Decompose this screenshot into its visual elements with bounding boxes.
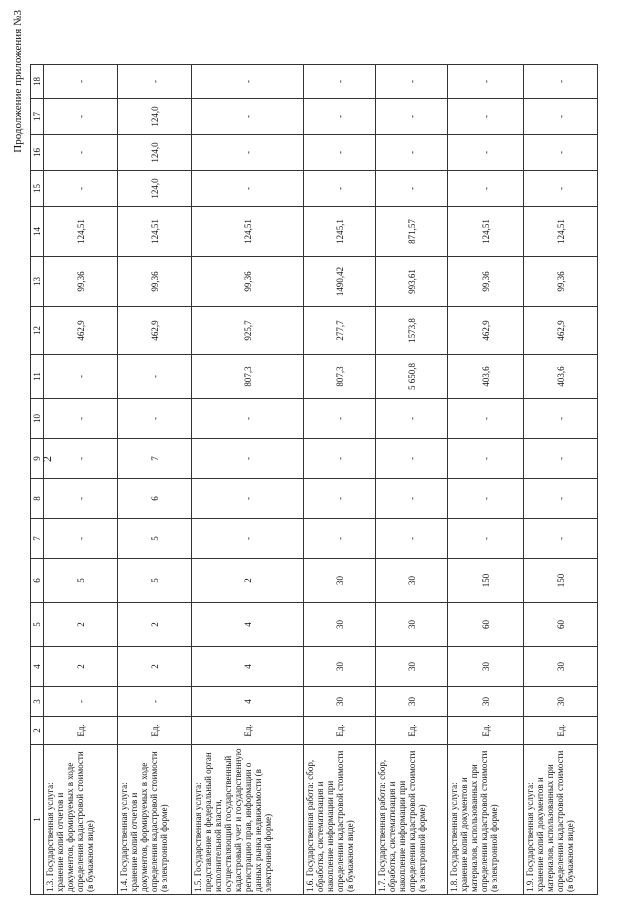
table-cell: 30 [376, 687, 448, 717]
table-cell: - [524, 519, 598, 559]
table-cell: - [376, 135, 448, 171]
table-cell: 30 [524, 647, 598, 687]
table-cell: Ед. [376, 717, 448, 745]
column-number: 2 [31, 717, 44, 745]
table-cell: Ед. [44, 717, 118, 745]
table-cell: - [376, 479, 448, 519]
table-cell: - [44, 519, 118, 559]
table-cell: 30 [448, 647, 524, 687]
table-row [44, 65, 118, 895]
table-cell: 30 [524, 687, 598, 717]
column-number: 15 [31, 171, 44, 207]
table-cell: - [44, 135, 118, 171]
service-name: 1.4. Государственная услуга: хранение копий отчетов и документов, формируемых в ходе определения кадастровой стоимости (в электронной форме) [118, 745, 192, 895]
table-cell: - [524, 99, 598, 135]
table-cell: 124,0 [118, 135, 192, 171]
table-cell: 2 [192, 559, 304, 603]
table-cell: - [192, 135, 304, 171]
continuation-note: Продолжение приложения №3 [12, 10, 24, 153]
table-cell: 99,36 [118, 257, 192, 307]
table-cell: 403,6 [448, 355, 524, 399]
table-cell: 2 [44, 603, 118, 647]
table-cell: - [192, 65, 304, 99]
table-cell: Ед. [192, 717, 304, 745]
table-cell: 124,51 [44, 207, 118, 257]
table-cell: - [524, 135, 598, 171]
table-cell: - [192, 399, 304, 439]
table-row [118, 65, 192, 895]
table-cell: - [448, 519, 524, 559]
column-number: 7 [31, 519, 44, 559]
column-number: 14 [31, 207, 44, 257]
table-cell: - [448, 99, 524, 135]
table-cell: 124,0 [118, 99, 192, 135]
table-cell: - [448, 135, 524, 171]
table-cell: 30 [304, 687, 376, 717]
table-cell: - [44, 355, 118, 399]
table-cell: 99,36 [192, 257, 304, 307]
table-cell: - [376, 65, 448, 99]
table-cell: - [44, 479, 118, 519]
table-cell: - [304, 519, 376, 559]
service-name: 1.7. Государственная работа: сбор, обработка, систематизация и накопление информации при определении кадастровой стоимости (в электронной форме) [376, 745, 448, 895]
table-cell: 5 [44, 559, 118, 603]
column-number: 13 [31, 257, 44, 307]
table-cell: 124,51 [118, 207, 192, 257]
table-cell: 1245,1 [304, 207, 376, 257]
service-name: 1.3. Государственная услуга: хранение копий отчетов и документов, формируемых в ходе определения кадастровой стоимости (в бумажном виде) [44, 745, 118, 895]
table-cell: 99,36 [44, 257, 118, 307]
table-cell: 124,51 [448, 207, 524, 257]
table-cell: - [118, 399, 192, 439]
table-cell: - [118, 65, 192, 99]
table-cell: 30 [448, 687, 524, 717]
table-cell: - [192, 519, 304, 559]
table-cell: - [304, 135, 376, 171]
table-cell: 30 [376, 647, 448, 687]
table-cell: - [448, 439, 524, 479]
table-cell: 1573,8 [376, 307, 448, 355]
table-cell: 462,9 [118, 307, 192, 355]
column-number: 4 [31, 647, 44, 687]
table-cell: - [304, 171, 376, 207]
table-cell: - [448, 171, 524, 207]
table-cell: 30 [376, 603, 448, 647]
table-cell: 807,3 [192, 355, 304, 399]
column-number: 8 [31, 479, 44, 519]
table-cell: - [524, 65, 598, 99]
table-cell: 4 [192, 603, 304, 647]
table-cell: 150 [448, 559, 524, 603]
table-cell: 403,6 [524, 355, 598, 399]
table-cell: - [192, 99, 304, 135]
table-cell: - [44, 687, 118, 717]
column-number: 16 [31, 135, 44, 171]
table-cell: Ед. [448, 717, 524, 745]
table-cell: 60 [448, 603, 524, 647]
table-cell: - [524, 171, 598, 207]
header-row [31, 65, 44, 895]
table-cell: 30 [376, 559, 448, 603]
table-cell: - [448, 65, 524, 99]
table-cell: 462,9 [524, 307, 598, 355]
table-cell: Ед. [304, 717, 376, 745]
table-cell: 807,3 [304, 355, 376, 399]
table-cell: - [44, 399, 118, 439]
column-number: 10 [31, 399, 44, 439]
column-number: 11 [31, 355, 44, 399]
table-cell: - [304, 99, 376, 135]
column-number: 6 [31, 559, 44, 603]
service-name: 1.6. Государственная работа: сбор, обработка, систематизация и накопление информации при определении кадастровой стоимости (в бумажном виде) [304, 745, 376, 895]
column-number: 1 [31, 745, 44, 895]
table-cell: 99,36 [524, 257, 598, 307]
table-cell: - [304, 479, 376, 519]
service-name: 1.9. Государственная услуга: хранение копий документов и материалов, использованных при определении кадастровой стоимости (в бумажном виде) [524, 745, 598, 895]
column-number: 3 [31, 687, 44, 717]
table-cell: 124,51 [192, 207, 304, 257]
table-cell: 60 [524, 603, 598, 647]
table-cell: - [524, 399, 598, 439]
table-cell: 99,36 [448, 257, 524, 307]
table-cell: - [376, 99, 448, 135]
table-cell: - [118, 355, 192, 399]
table-cell: 30 [304, 603, 376, 647]
table-cell: 5 [118, 559, 192, 603]
page-number: 2 [40, 456, 54, 462]
column-number: 17 [31, 99, 44, 135]
table-cell: 1490,42 [304, 257, 376, 307]
table-cell: 993,61 [376, 257, 448, 307]
table-cell: - [448, 479, 524, 519]
table-cell: - [118, 687, 192, 717]
service-name: 1.5. Государственная услуга: представление в федеральный орган исполнительной власти, осуществляющий государственный кадастровый учет и государственную регистрацию прав, информации о данных рынка недвижимости (в электронной форме) [192, 745, 304, 895]
table-row [192, 65, 304, 895]
table-cell: 124,51 [524, 207, 598, 257]
table-cell: 2 [44, 647, 118, 687]
table-cell: - [44, 65, 118, 99]
table-cell: - [44, 99, 118, 135]
table-cell: Ед. [118, 717, 192, 745]
table-cell: - [448, 399, 524, 439]
table-cell: - [376, 399, 448, 439]
table-cell: - [192, 479, 304, 519]
table-cell: 7 [118, 439, 192, 479]
table-cell: - [524, 479, 598, 519]
table-cell: Ед. [524, 717, 598, 745]
table-cell: 150 [524, 559, 598, 603]
table-cell: - [44, 439, 118, 479]
table-cell: 124,0 [118, 171, 192, 207]
column-number: 5 [31, 603, 44, 647]
table-cell: - [192, 439, 304, 479]
table-cell: 462,9 [44, 307, 118, 355]
table-cell: - [524, 439, 598, 479]
table-cell: 2 [118, 647, 192, 687]
table-cell: - [304, 399, 376, 439]
table-cell: 5 650,8 [376, 355, 448, 399]
table-row [524, 65, 598, 895]
table-cell: - [376, 171, 448, 207]
table-cell: 5 [118, 519, 192, 559]
table-cell: 30 [304, 647, 376, 687]
table-cell: - [304, 439, 376, 479]
table-row [448, 65, 524, 895]
column-number: 12 [31, 307, 44, 355]
table-cell: - [376, 519, 448, 559]
table-cell: - [192, 171, 304, 207]
table-cell: 6 [118, 479, 192, 519]
table-cell: 30 [304, 559, 376, 603]
table-cell: - [304, 65, 376, 99]
column-number: 18 [31, 65, 44, 99]
table-cell: 2 [118, 603, 192, 647]
table-cell: 871,57 [376, 207, 448, 257]
table-cell: 925,7 [192, 307, 304, 355]
table-cell: - [376, 439, 448, 479]
budget-table [30, 64, 598, 895]
table-cell: 277,7 [304, 307, 376, 355]
table-cell: - [44, 171, 118, 207]
table-cell: 4 [192, 647, 304, 687]
table-cell: 4 [192, 687, 304, 717]
table-row [376, 65, 448, 895]
table-row [304, 65, 376, 895]
service-name: 1.8. Государственная услуга: хранение копий документов и материалов, использованных при определении кадастровой стоимости (в электронной форме) [448, 745, 524, 895]
table-cell: 462,9 [448, 307, 524, 355]
column-number: 9 [31, 439, 44, 479]
